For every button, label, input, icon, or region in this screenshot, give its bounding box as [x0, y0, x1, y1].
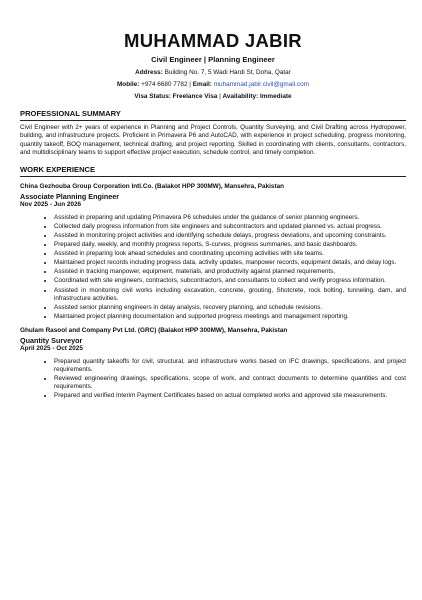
- contact-visa-line: Visa Status: Freelance Visa | Availability: Immediate: [134, 93, 292, 100]
- job-bullet-list: [20, 214, 406, 321]
- visa-label: Visa Status:: [134, 93, 171, 100]
- job-bullet: • Prepared and verified Interim Payment Certificates based on actual completed works and approved site measurements.: [54, 392, 406, 400]
- email-link[interactable]: muhammad.jabir.civil@gmail.com: [213, 81, 309, 88]
- contact-phone-email-line: Mobile: +974 6680 7782 | Email: muhammad.jabir.civil@gmail.com: [116, 81, 309, 88]
- mobile-label: Mobile:: [116, 81, 140, 88]
- job-bullet: • Assisted in tracking manpower, equipment, materials, and productivity against planned requirements.: [54, 268, 406, 276]
- job-bullet: • Reviewed engineering drawings, specifications, scope of work, and contract documents to determine quantities and cost requirements.: [54, 375, 406, 391]
- job-company: China Gezhouba Group Corporation Intl.Co. (Balakot HPP 300MW), Mansehra, Pakistan: [20, 183, 285, 191]
- resume-page: [20, 0, 406, 401]
- job-company: Ghulam Rasool and Company Pvt Ltd. (GRC) (Balakot HPP 300MW), Mansehra, Pakistan: [20, 327, 288, 335]
- job-bullet: • Assisted senior planning engineers in delay analysis, recovery planning, and schedule revisions.: [54, 304, 406, 312]
- job-role: Quantity Surveyor: [20, 335, 83, 345]
- summary-text: Civil Engineer with 2+ years of experience in Planning and Project Controls, Quantity Surveying, and Civil Drafting across Hydropower, building, and infrastructure projects. Proficient in Primavera P6 and AutoCAD, with experience in project scheduling, progress monitoring, quantity takeoff, BOQ management, technical drafting, and project reporting. Skilled in coordinating with clients, consultants, contractors, and multidisciplinary teams to support effective project execution, schedule control, and timely completion.: [20, 124, 406, 156]
- visa-value: Freelance Visa: [172, 93, 218, 100]
- job-dates: Nov 2025 - Jun 2026: [20, 201, 82, 209]
- email-label: Email:: [192, 81, 212, 88]
- job-entry: [20, 327, 406, 400]
- job-dates: April 2025 - Oct 2025: [20, 345, 83, 353]
- job-bullet: • Collected daily progress information from site engineers and subcontractors and updated planned vs. actual progress.: [54, 223, 406, 231]
- contact-address-line: [20, 68, 406, 77]
- job-bullet: • Assisted in monitoring project activities and identifying schedule delays, progress deviations, and upcoming constraints.: [54, 232, 406, 240]
- job-title: Civil Engineer | Planning Engineer: [151, 55, 275, 64]
- job-bullet: • Prepared quantity takeoffs for civil, structural, and infrastructure works based on IFC drawings, specifications, and project requirements.: [54, 358, 406, 374]
- job-bullet: • Assisted in monitoring civil works including excavation, concrete, grouting, Shotcrete, rock bolting, tunneling, dam, and infrastructure activities.: [54, 287, 406, 303]
- job-bullet: • Maintained project planning documentation and supported progress meetings and management reporting.: [54, 313, 406, 321]
- job-role: Associate Planning Engineer: [20, 191, 120, 201]
- job-bullet: • Assisted in preparing and updating Primavera P6 schedules under the guidance of senior planning engineers.: [54, 214, 406, 222]
- job-bullet: • Maintained project records including progress data, activity updates, manpower records, equipment details, and delay logs.: [54, 259, 406, 267]
- address-label: Address:: [135, 69, 163, 76]
- candidate-name: MUHAMMAD JABIR: [124, 30, 302, 51]
- mobile-value: +974 6680 7782: [141, 81, 188, 88]
- address-value: Building No. 7, 5 Wadi Hardi St, Doha, Qatar: [164, 69, 291, 76]
- job-bullet: • Coordinated with site engineers, contractors, subcontractors, and consultants to collect and verify progress information.: [54, 277, 406, 285]
- availability-label: Availability:: [222, 93, 259, 100]
- job-bullet: • Prepared daily, weekly, and monthly progress reports, S-curves, progress summaries, and basic dashboards.: [54, 241, 406, 249]
- job-entry: [20, 183, 406, 321]
- job-bullet: • Assisted in preparing look ahead schedules and coordinating upcoming activities with site teams.: [54, 250, 406, 258]
- job-bullet-list: [20, 358, 406, 401]
- section-title-summary: PROFESSIONAL SUMMARY: [20, 109, 406, 121]
- availability-value: Immediate: [259, 93, 292, 100]
- section-title-experience: WORK EXPERIENCE: [20, 165, 406, 177]
